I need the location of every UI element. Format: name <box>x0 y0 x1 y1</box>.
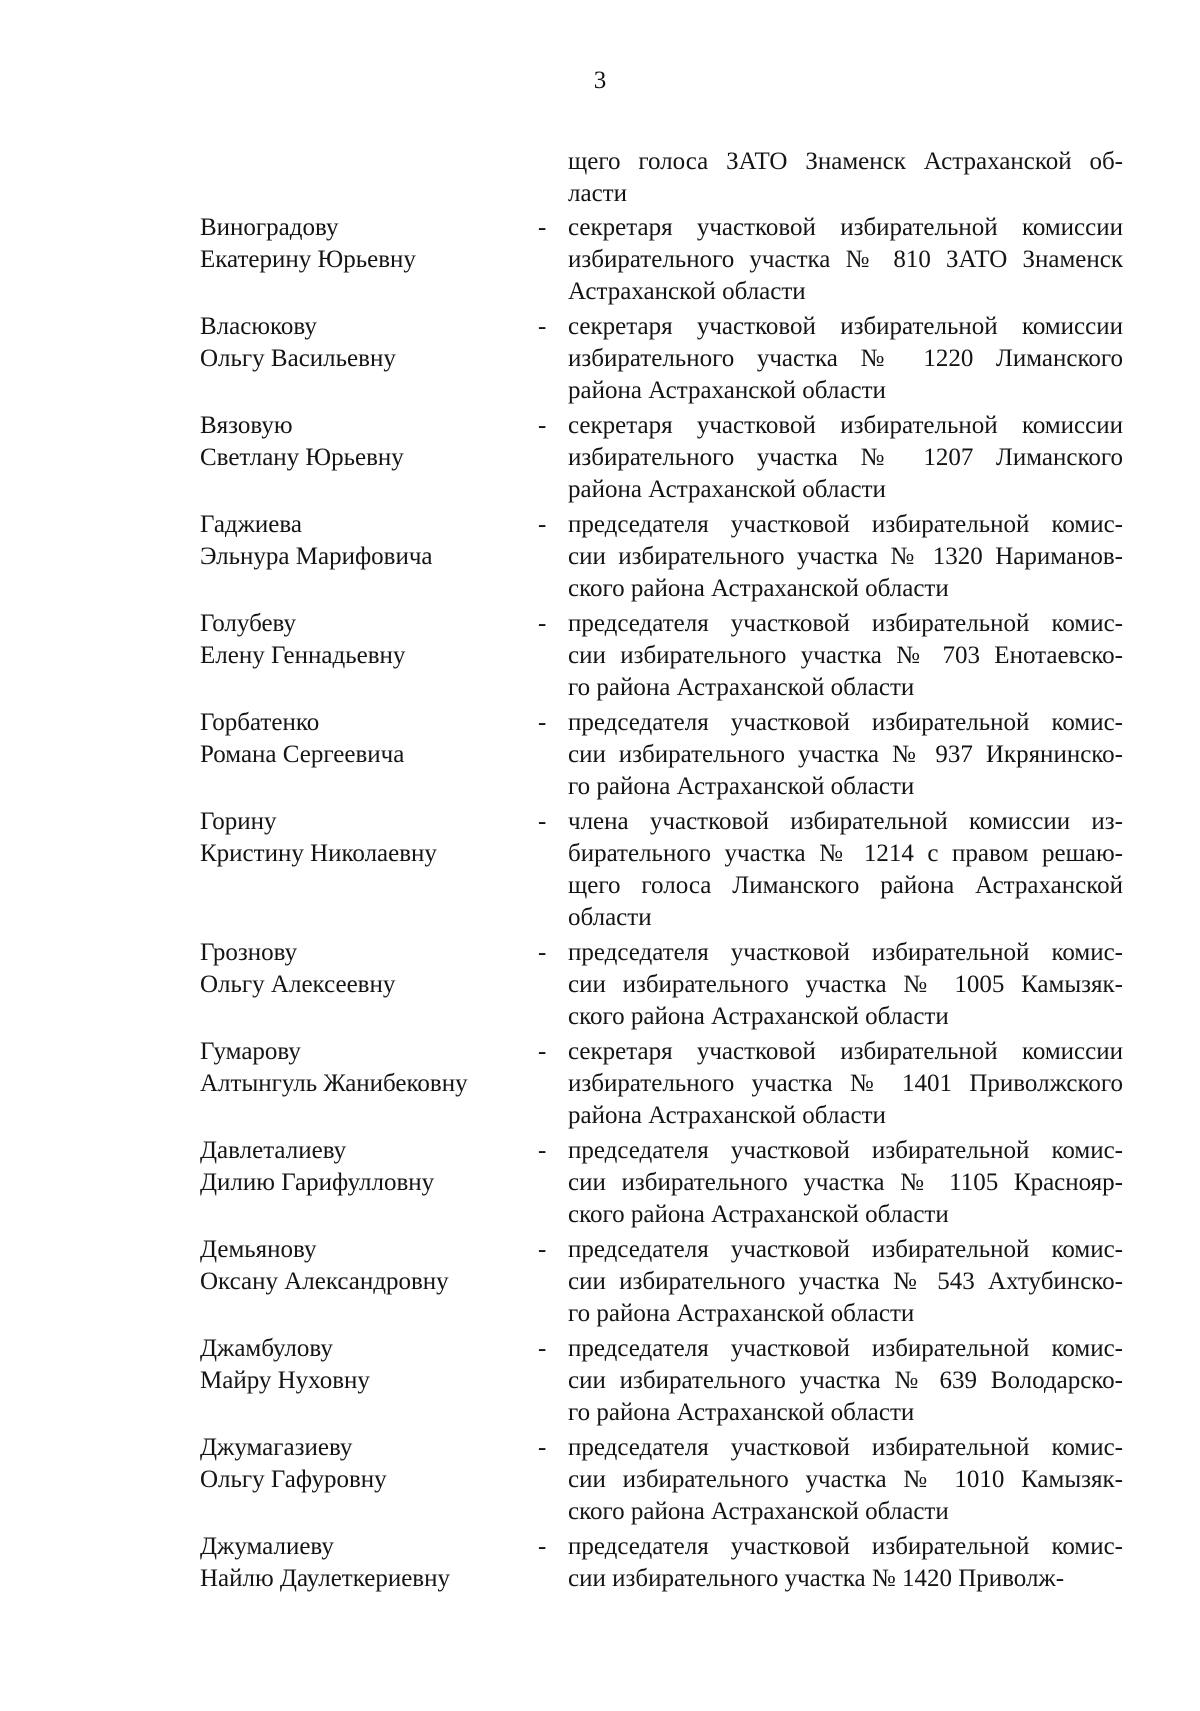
person-name <box>200 1234 449 1298</box>
position-description <box>568 937 1123 1033</box>
dash-separator: - <box>538 939 547 966</box>
position-description <box>568 707 1123 803</box>
surname: Демьянову <box>200 1236 317 1263</box>
surname: Горбатенко <box>200 709 320 736</box>
description-line: сии избирательного участка № 1420 Приволж- <box>568 1565 1065 1592</box>
surname: Давлеталиеву <box>200 1137 347 1164</box>
given-name: Майру Нуховну <box>200 1367 370 1394</box>
dash-separator: - <box>538 1434 547 1461</box>
description-line: председателя участковой избирательной комис- <box>568 1137 1123 1164</box>
position-description <box>568 1036 1123 1132</box>
given-name: Романа Сергеевича <box>200 741 405 768</box>
description-line: секретаря участковой избирательной комиссии <box>568 412 1123 439</box>
surname: Голубеву <box>200 610 297 637</box>
continuation-text <box>568 146 1123 210</box>
description-line: сии избирательного участка № 1320 Нариманов- <box>568 543 1123 570</box>
surname: Гумарову <box>200 1038 301 1065</box>
description-line: ласти <box>568 180 627 207</box>
position-description <box>568 410 1123 506</box>
description-line: сии избирательного участка № 543 Ахтубинско- <box>568 1268 1123 1295</box>
description-line: го района Астраханской области <box>568 1300 915 1327</box>
description-line: члена участковой избирательной комиссии из- <box>568 808 1123 835</box>
description-line: секретаря участковой избирательной комиссии <box>568 214 1123 241</box>
description-line: сии избирательного участка № 703 Енотаевско- <box>568 642 1123 669</box>
person-name <box>200 1432 387 1496</box>
position-description <box>568 509 1123 605</box>
description-line: щего голоса Лиманского района Астраханской <box>568 872 1123 899</box>
description-line: го района Астраханской области <box>568 773 915 800</box>
description-line: сии избирательного участка № 1010 Камызяк- <box>568 1466 1123 1493</box>
position-description <box>568 1333 1123 1429</box>
description-line: области <box>568 904 652 931</box>
person-name <box>200 707 404 771</box>
surname: Власюкову <box>200 313 317 340</box>
description-line: го района Астраханской области <box>568 1399 915 1426</box>
description-line: председателя участковой избирательной комис- <box>568 1434 1123 1461</box>
description-line: сии избирательного участка № 639 Володарско- <box>568 1367 1123 1394</box>
description-line: председателя участковой избирательной комис- <box>568 939 1123 966</box>
description-line: ского района Астраханской области <box>568 1003 949 1030</box>
position-description <box>568 1432 1123 1528</box>
surname: Виноградову <box>200 214 339 241</box>
person-name <box>200 937 395 1001</box>
person-name <box>200 1333 370 1397</box>
person-name <box>200 410 404 474</box>
description-line: сии избирательного участка № 1105 Краснояр- <box>568 1169 1123 1196</box>
dash-separator: - <box>538 1038 547 1065</box>
description-line: секретаря участковой избирательной комиссии <box>568 1038 1123 1065</box>
description-line: председателя участковой избирательной комис- <box>568 1335 1123 1362</box>
given-name: Ольгу Гафуровну <box>200 1466 387 1493</box>
position-description <box>568 1234 1123 1330</box>
description-line: района Астраханской области <box>568 1102 886 1129</box>
description-line: Астраханской области <box>568 278 806 305</box>
person-name <box>200 608 405 672</box>
person-name <box>200 311 396 375</box>
description-line: председателя участковой избирательной комис- <box>568 709 1123 736</box>
given-name: Ольгу Васильевну <box>200 345 396 372</box>
dash-separator: - <box>538 610 547 637</box>
person-name <box>200 1036 468 1100</box>
dash-separator: - <box>538 1335 547 1362</box>
person-name <box>200 509 433 573</box>
given-name: Кристину Николаевну <box>200 840 437 867</box>
description-line: председателя участковой избирательной комис- <box>568 1533 1123 1560</box>
position-description <box>568 311 1123 407</box>
description-line: ского района Астраханской области <box>568 1201 949 1228</box>
description-line: ского района Астраханской области <box>568 1498 949 1525</box>
surname: Джумалиеву <box>200 1533 334 1560</box>
surname: Джамбулову <box>200 1335 333 1362</box>
position-description <box>568 806 1123 934</box>
surname: Грознову <box>200 939 298 966</box>
description-line: щего голоса ЗАТО Знаменск Астраханской об- <box>568 148 1123 175</box>
description-line: председателя участковой избирательной комис- <box>568 610 1123 637</box>
description-line: бирательного участка № 1214 с правом решаю- <box>568 840 1123 867</box>
description-line: председателя участковой избирательной комис- <box>568 511 1123 538</box>
given-name: Светлану Юрьевну <box>200 444 404 471</box>
description-line: го района Астраханской области <box>568 674 915 701</box>
description-line: избирательного участка № 1401 Приволжского <box>568 1070 1123 1097</box>
person-name <box>200 212 416 276</box>
description-line: ского района Астраханской области <box>568 575 949 602</box>
dash-separator: - <box>538 214 547 241</box>
description-line: избирательного участка № 810 ЗАТО Знаменск <box>568 246 1123 273</box>
dash-separator: - <box>538 1533 547 1560</box>
description-line: избирательного участка № 1207 Лиманского <box>568 444 1123 471</box>
dash-separator: - <box>538 412 547 439</box>
person-name <box>200 806 437 870</box>
dash-separator: - <box>538 1137 547 1164</box>
dash-separator: - <box>538 511 547 538</box>
surname: Горину <box>200 808 277 835</box>
given-name: Ольгу Алексеевну <box>200 971 396 998</box>
surname: Джумагазиеву <box>200 1434 353 1461</box>
description-line: секретаря участковой избирательной комиссии <box>568 313 1123 340</box>
given-name: Эльнура Марифовича <box>200 543 433 570</box>
given-name: Елену Геннадьевну <box>200 642 406 669</box>
given-name: Алтынгуль Жанибековну <box>200 1070 468 1097</box>
surname: Гаджиева <box>200 511 302 538</box>
description-line: избирательного участка № 1220 Лиманского <box>568 345 1123 372</box>
person-name <box>200 1531 450 1595</box>
position-description <box>568 1531 1123 1595</box>
dash-separator: - <box>538 709 547 736</box>
surname: Вязовую <box>200 412 293 439</box>
description-line: председателя участковой избирательной комис- <box>568 1236 1123 1263</box>
description-line: сии избирательного участка № 1005 Камызяк- <box>568 971 1123 998</box>
given-name: Дилию Гарифулловну <box>200 1169 435 1196</box>
dash-separator: - <box>538 313 547 340</box>
dash-separator: - <box>538 1236 547 1263</box>
position-description <box>568 608 1123 704</box>
description-line: района Астраханской области <box>568 377 886 404</box>
position-description <box>568 1135 1123 1231</box>
description-line: сии избирательного участка № 937 Икрянинско- <box>568 741 1123 768</box>
description-line: района Астраханской области <box>568 476 886 503</box>
given-name: Найлю Даулеткериевну <box>200 1565 450 1592</box>
person-name <box>200 1135 434 1199</box>
given-name: Оксану Александровну <box>200 1268 449 1295</box>
page-number: 3 <box>593 67 607 94</box>
dash-separator: - <box>538 808 547 835</box>
position-description <box>568 212 1123 308</box>
given-name: Екатерину Юрьевну <box>200 246 416 273</box>
